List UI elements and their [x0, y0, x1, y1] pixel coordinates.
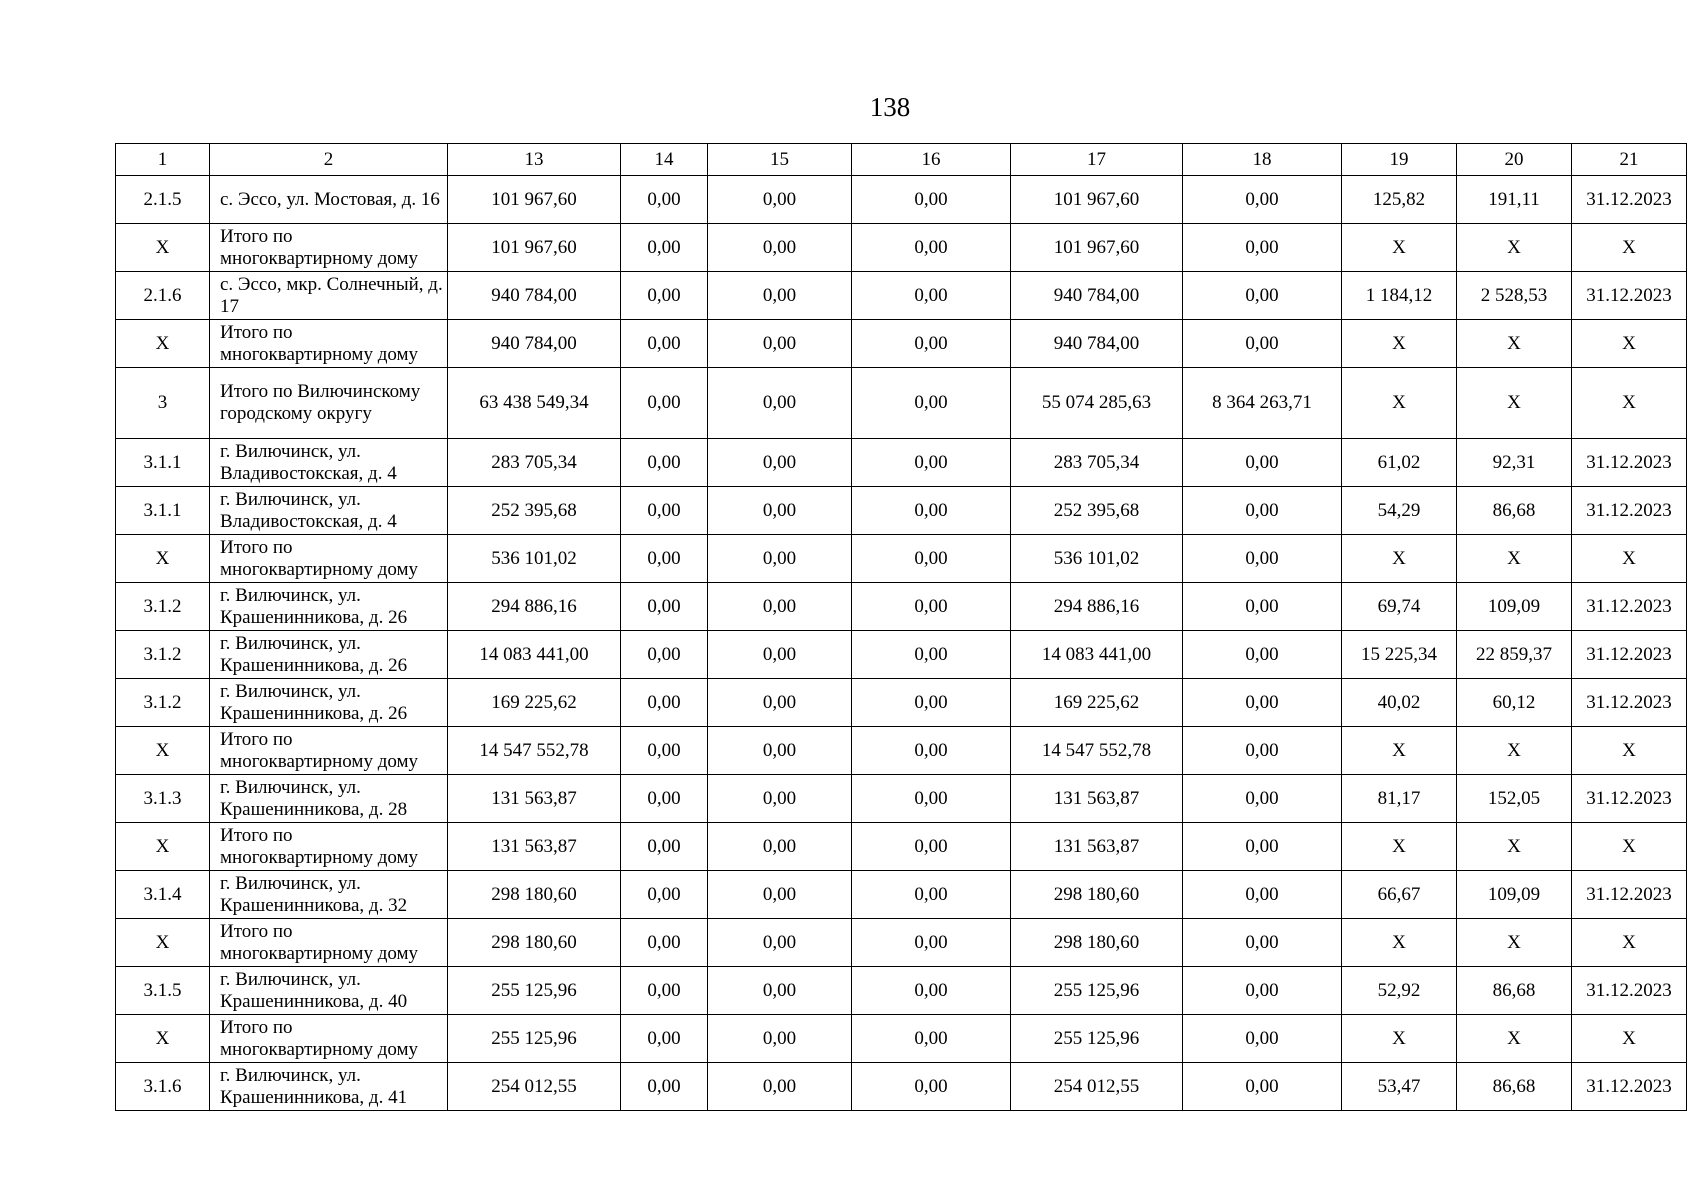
cell-cost-budget-region: 0,00 [708, 823, 852, 871]
table-body [116, 176, 1687, 1111]
cell-max-unit-cost: 86,68 [1457, 487, 1572, 535]
cell-row-number: X [116, 320, 210, 368]
cell-max-unit-cost: 191,11 [1457, 176, 1572, 224]
cell-address: Итого по многоквартирному дому [210, 919, 448, 967]
cell-unit-cost: 54,29 [1342, 487, 1457, 535]
cell-cost-other: 0,00 [1183, 679, 1342, 727]
table-row [116, 679, 1687, 727]
cell-cost-other: 0,00 [1183, 320, 1342, 368]
cell-cost-total: 940 784,00 [448, 320, 621, 368]
cell-completion-date: X [1572, 535, 1687, 583]
cell-completion-date: 31.12.2023 [1572, 679, 1687, 727]
cell-cost-other: 0,00 [1183, 272, 1342, 320]
cell-cost-total: 131 563,87 [448, 823, 621, 871]
cell-max-unit-cost: X [1457, 320, 1572, 368]
cell-cost-budget-region: 0,00 [708, 967, 852, 1015]
cell-unit-cost: 69,74 [1342, 583, 1457, 631]
cell-address: г. Вилючинск, ул. Владивостокская, д. 4 [210, 487, 448, 535]
cell-cost-fund: 0,00 [621, 272, 708, 320]
cell-cost-budget-region: 0,00 [708, 679, 852, 727]
cell-cost-budget-local: 0,00 [852, 224, 1011, 272]
table-row [116, 871, 1687, 919]
cell-cost-owners: 101 967,60 [1011, 176, 1183, 224]
cell-cost-other: 0,00 [1183, 487, 1342, 535]
cell-cost-owners: 131 563,87 [1011, 823, 1183, 871]
cell-address: г. Вилючинск, ул. Владивостокская, д. 4 [210, 439, 448, 487]
cell-cost-budget-region: 0,00 [708, 487, 852, 535]
cell-cost-fund: 0,00 [621, 1063, 708, 1111]
cell-cost-budget-region: 0,00 [708, 535, 852, 583]
cell-address: с. Эссо, ул. Мостовая, д. 16 [210, 176, 448, 224]
cell-cost-fund: 0,00 [621, 967, 708, 1015]
cell-cost-budget-local: 0,00 [852, 775, 1011, 823]
cell-completion-date: 31.12.2023 [1572, 967, 1687, 1015]
cell-address: г. Вилючинск, ул. Крашенинникова, д. 26 [210, 679, 448, 727]
cell-cost-other: 0,00 [1183, 967, 1342, 1015]
cell-cost-fund: 0,00 [621, 871, 708, 919]
cell-completion-date: X [1572, 823, 1687, 871]
cell-row-number: X [116, 727, 210, 775]
cell-cost-total: 169 225,62 [448, 679, 621, 727]
cell-cost-budget-local: 0,00 [852, 727, 1011, 775]
cell-unit-cost: X [1342, 368, 1457, 439]
table-row [116, 823, 1687, 871]
cell-cost-total: 536 101,02 [448, 535, 621, 583]
cell-cost-fund: 0,00 [621, 727, 708, 775]
cell-row-number: 3.1.1 [116, 487, 210, 535]
column-header: 21 [1572, 144, 1687, 176]
cell-cost-budget-local: 0,00 [852, 583, 1011, 631]
column-header: 17 [1011, 144, 1183, 176]
cell-cost-other: 0,00 [1183, 176, 1342, 224]
cell-cost-fund: 0,00 [621, 439, 708, 487]
cell-cost-total: 255 125,96 [448, 1015, 621, 1063]
cell-max-unit-cost: X [1457, 535, 1572, 583]
table-row [116, 487, 1687, 535]
cell-completion-date: 31.12.2023 [1572, 631, 1687, 679]
cell-address: Итого по многоквартирному дому [210, 320, 448, 368]
cell-cost-owners: 252 395,68 [1011, 487, 1183, 535]
cell-unit-cost: X [1342, 224, 1457, 272]
cell-max-unit-cost: 86,68 [1457, 1063, 1572, 1111]
header-row [116, 144, 1687, 176]
cell-cost-total: 298 180,60 [448, 919, 621, 967]
cell-cost-fund: 0,00 [621, 583, 708, 631]
cell-address: Итого по многоквартирному дому [210, 535, 448, 583]
cell-cost-total: 14 547 552,78 [448, 727, 621, 775]
table-row [116, 535, 1687, 583]
column-header: 16 [852, 144, 1011, 176]
cell-cost-owners: 940 784,00 [1011, 272, 1183, 320]
cell-unit-cost: X [1342, 823, 1457, 871]
cell-completion-date: X [1572, 727, 1687, 775]
cell-max-unit-cost: 22 859,37 [1457, 631, 1572, 679]
table-row [116, 631, 1687, 679]
cell-row-number: 3.1.1 [116, 439, 210, 487]
cell-address: г. Вилючинск, ул. Крашенинникова, д. 28 [210, 775, 448, 823]
column-header: 2 [210, 144, 448, 176]
cell-completion-date: X [1572, 919, 1687, 967]
cell-address: г. Вилючинск, ул. Крашенинникова, д. 26 [210, 631, 448, 679]
cell-cost-owners: 254 012,55 [1011, 1063, 1183, 1111]
cell-completion-date: X [1572, 1015, 1687, 1063]
cell-unit-cost: X [1342, 535, 1457, 583]
cell-max-unit-cost: X [1457, 1015, 1572, 1063]
cell-cost-owners: 536 101,02 [1011, 535, 1183, 583]
cell-cost-total: 14 083 441,00 [448, 631, 621, 679]
cell-unit-cost: X [1342, 919, 1457, 967]
cell-row-number: 3.1.3 [116, 775, 210, 823]
cell-unit-cost: X [1342, 1015, 1457, 1063]
cell-cost-other: 0,00 [1183, 823, 1342, 871]
cell-cost-budget-region: 0,00 [708, 368, 852, 439]
cell-max-unit-cost: X [1457, 224, 1572, 272]
cell-cost-budget-local: 0,00 [852, 1063, 1011, 1111]
table-row [116, 320, 1687, 368]
cell-cost-budget-local: 0,00 [852, 631, 1011, 679]
cell-cost-budget-local: 0,00 [852, 320, 1011, 368]
cell-address: г. Вилючинск, ул. Крашенинникова, д. 40 [210, 967, 448, 1015]
cell-max-unit-cost: 152,05 [1457, 775, 1572, 823]
cell-max-unit-cost: 86,68 [1457, 967, 1572, 1015]
cell-max-unit-cost: X [1457, 727, 1572, 775]
column-header: 14 [621, 144, 708, 176]
cell-cost-budget-region: 0,00 [708, 919, 852, 967]
cell-max-unit-cost: X [1457, 368, 1572, 439]
cell-cost-fund: 0,00 [621, 320, 708, 368]
cell-cost-budget-local: 0,00 [852, 487, 1011, 535]
cell-cost-total: 294 886,16 [448, 583, 621, 631]
cell-address: Итого по Вилючинскому городскому округу [210, 368, 448, 439]
column-header: 20 [1457, 144, 1572, 176]
cell-row-number: 3.1.2 [116, 679, 210, 727]
cell-cost-other: 0,00 [1183, 775, 1342, 823]
cell-cost-fund: 0,00 [621, 679, 708, 727]
cell-cost-other: 0,00 [1183, 871, 1342, 919]
cell-max-unit-cost: 109,09 [1457, 871, 1572, 919]
cell-cost-other: 8 364 263,71 [1183, 368, 1342, 439]
cell-address: г. Вилючинск, ул. Крашенинникова, д. 26 [210, 583, 448, 631]
cell-cost-budget-region: 0,00 [708, 775, 852, 823]
cell-completion-date: X [1572, 368, 1687, 439]
cell-completion-date: X [1572, 224, 1687, 272]
cell-cost-budget-region: 0,00 [708, 439, 852, 487]
table-row [116, 368, 1687, 439]
cell-row-number: X [116, 535, 210, 583]
cell-cost-budget-region: 0,00 [708, 631, 852, 679]
cell-cost-owners: 14 083 441,00 [1011, 631, 1183, 679]
cell-unit-cost: X [1342, 320, 1457, 368]
cell-cost-budget-local: 0,00 [852, 919, 1011, 967]
cell-cost-owners: 169 225,62 [1011, 679, 1183, 727]
cell-address: Итого по многоквартирному дому [210, 224, 448, 272]
cell-cost-other: 0,00 [1183, 1015, 1342, 1063]
cell-completion-date: 31.12.2023 [1572, 775, 1687, 823]
cell-address: Итого по многоквартирному дому [210, 1015, 448, 1063]
cell-unit-cost: 53,47 [1342, 1063, 1457, 1111]
cell-row-number: 3.1.6 [116, 1063, 210, 1111]
cell-cost-budget-local: 0,00 [852, 1015, 1011, 1063]
cell-cost-budget-local: 0,00 [852, 823, 1011, 871]
cell-row-number: 3.1.5 [116, 967, 210, 1015]
cell-completion-date: 31.12.2023 [1572, 871, 1687, 919]
cell-cost-owners: 55 074 285,63 [1011, 368, 1183, 439]
cell-cost-other: 0,00 [1183, 224, 1342, 272]
cell-cost-other: 0,00 [1183, 1063, 1342, 1111]
cell-address: г. Вилючинск, ул. Крашенинникова, д. 41 [210, 1063, 448, 1111]
cell-cost-budget-local: 0,00 [852, 272, 1011, 320]
cell-unit-cost: 61,02 [1342, 439, 1457, 487]
cell-cost-owners: 298 180,60 [1011, 871, 1183, 919]
table-row [116, 967, 1687, 1015]
cell-cost-total: 101 967,60 [448, 176, 621, 224]
cell-cost-total: 63 438 549,34 [448, 368, 621, 439]
column-header: 18 [1183, 144, 1342, 176]
cell-unit-cost: 1 184,12 [1342, 272, 1457, 320]
cell-row-number: 2.1.5 [116, 176, 210, 224]
column-header: 1 [116, 144, 210, 176]
cell-cost-fund: 0,00 [621, 823, 708, 871]
cell-cost-budget-region: 0,00 [708, 320, 852, 368]
cell-cost-owners: 283 705,34 [1011, 439, 1183, 487]
cell-cost-other: 0,00 [1183, 583, 1342, 631]
cell-completion-date: 31.12.2023 [1572, 272, 1687, 320]
table-row [116, 272, 1687, 320]
cell-cost-owners: 255 125,96 [1011, 1015, 1183, 1063]
cell-completion-date: 31.12.2023 [1572, 1063, 1687, 1111]
cell-cost-total: 940 784,00 [448, 272, 621, 320]
data-table [115, 143, 1687, 1111]
cell-cost-total: 283 705,34 [448, 439, 621, 487]
cell-unit-cost: 125,82 [1342, 176, 1457, 224]
cell-max-unit-cost: 92,31 [1457, 439, 1572, 487]
cell-cost-budget-local: 0,00 [852, 176, 1011, 224]
column-header: 19 [1342, 144, 1457, 176]
cell-cost-budget-region: 0,00 [708, 272, 852, 320]
table-row [116, 727, 1687, 775]
cell-cost-total: 252 395,68 [448, 487, 621, 535]
cell-cost-budget-region: 0,00 [708, 176, 852, 224]
cell-cost-fund: 0,00 [621, 535, 708, 583]
cell-cost-budget-local: 0,00 [852, 439, 1011, 487]
cell-row-number: 3.1.2 [116, 631, 210, 679]
cell-row-number: X [116, 823, 210, 871]
cell-max-unit-cost: 109,09 [1457, 583, 1572, 631]
cell-cost-owners: 131 563,87 [1011, 775, 1183, 823]
cell-unit-cost: 81,17 [1342, 775, 1457, 823]
cell-row-number: X [116, 919, 210, 967]
cell-cost-other: 0,00 [1183, 535, 1342, 583]
table-row [116, 919, 1687, 967]
table-row [116, 439, 1687, 487]
cell-cost-budget-region: 0,00 [708, 727, 852, 775]
cell-max-unit-cost: X [1457, 823, 1572, 871]
cell-completion-date: 31.12.2023 [1572, 176, 1687, 224]
cell-max-unit-cost: 2 528,53 [1457, 272, 1572, 320]
cell-row-number: 3 [116, 368, 210, 439]
page-number: 138 [869, 92, 911, 122]
cell-row-number: 3.1.4 [116, 871, 210, 919]
cell-cost-budget-local: 0,00 [852, 535, 1011, 583]
table-row [116, 224, 1687, 272]
cell-cost-budget-local: 0,00 [852, 871, 1011, 919]
cell-cost-owners: 14 547 552,78 [1011, 727, 1183, 775]
cell-cost-budget-region: 0,00 [708, 583, 852, 631]
cell-row-number: 3.1.2 [116, 583, 210, 631]
column-header: 15 [708, 144, 852, 176]
cell-max-unit-cost: 60,12 [1457, 679, 1572, 727]
cell-cost-other: 0,00 [1183, 631, 1342, 679]
cell-max-unit-cost: X [1457, 919, 1572, 967]
cell-cost-total: 255 125,96 [448, 967, 621, 1015]
cell-cost-total: 131 563,87 [448, 775, 621, 823]
cell-cost-budget-local: 0,00 [852, 368, 1011, 439]
cell-unit-cost: 40,02 [1342, 679, 1457, 727]
cell-cost-owners: 940 784,00 [1011, 320, 1183, 368]
cell-address: Итого по многоквартирному дому [210, 727, 448, 775]
column-header: 13 [448, 144, 621, 176]
cell-address: с. Эссо, мкр. Солнечный, д. 17 [210, 272, 448, 320]
table-row [116, 176, 1687, 224]
cell-row-number: X [116, 224, 210, 272]
cell-cost-other: 0,00 [1183, 439, 1342, 487]
cell-address: Итого по многоквартирному дому [210, 823, 448, 871]
cell-completion-date: 31.12.2023 [1572, 583, 1687, 631]
cell-cost-owners: 255 125,96 [1011, 967, 1183, 1015]
cell-cost-owners: 101 967,60 [1011, 224, 1183, 272]
cell-cost-budget-region: 0,00 [708, 1015, 852, 1063]
table-row [116, 775, 1687, 823]
cell-cost-budget-local: 0,00 [852, 967, 1011, 1015]
table-row [116, 1015, 1687, 1063]
cell-cost-fund: 0,00 [621, 919, 708, 967]
cell-cost-fund: 0,00 [621, 631, 708, 679]
cell-cost-budget-region: 0,00 [708, 871, 852, 919]
cell-cost-fund: 0,00 [621, 1015, 708, 1063]
cell-row-number: 2.1.6 [116, 272, 210, 320]
cell-address: г. Вилючинск, ул. Крашенинникова, д. 32 [210, 871, 448, 919]
cell-cost-fund: 0,00 [621, 176, 708, 224]
cell-cost-budget-local: 0,00 [852, 679, 1011, 727]
table-row [116, 583, 1687, 631]
cell-cost-fund: 0,00 [621, 368, 708, 439]
cell-cost-owners: 298 180,60 [1011, 919, 1183, 967]
cell-unit-cost: 66,67 [1342, 871, 1457, 919]
cell-cost-total: 298 180,60 [448, 871, 621, 919]
cell-cost-total: 254 012,55 [448, 1063, 621, 1111]
cell-cost-fund: 0,00 [621, 224, 708, 272]
cell-cost-budget-region: 0,00 [708, 224, 852, 272]
cell-completion-date: X [1572, 320, 1687, 368]
cell-cost-budget-region: 0,00 [708, 1063, 852, 1111]
cell-cost-total: 101 967,60 [448, 224, 621, 272]
cell-unit-cost: X [1342, 727, 1457, 775]
table-row [116, 1063, 1687, 1111]
cell-cost-fund: 0,00 [621, 775, 708, 823]
cell-cost-fund: 0,00 [621, 487, 708, 535]
cell-completion-date: 31.12.2023 [1572, 487, 1687, 535]
cell-unit-cost: 15 225,34 [1342, 631, 1457, 679]
cell-cost-other: 0,00 [1183, 727, 1342, 775]
cell-cost-owners: 294 886,16 [1011, 583, 1183, 631]
cell-unit-cost: 52,92 [1342, 967, 1457, 1015]
cell-cost-other: 0,00 [1183, 919, 1342, 967]
cell-row-number: X [116, 1015, 210, 1063]
cell-completion-date: 31.12.2023 [1572, 439, 1687, 487]
